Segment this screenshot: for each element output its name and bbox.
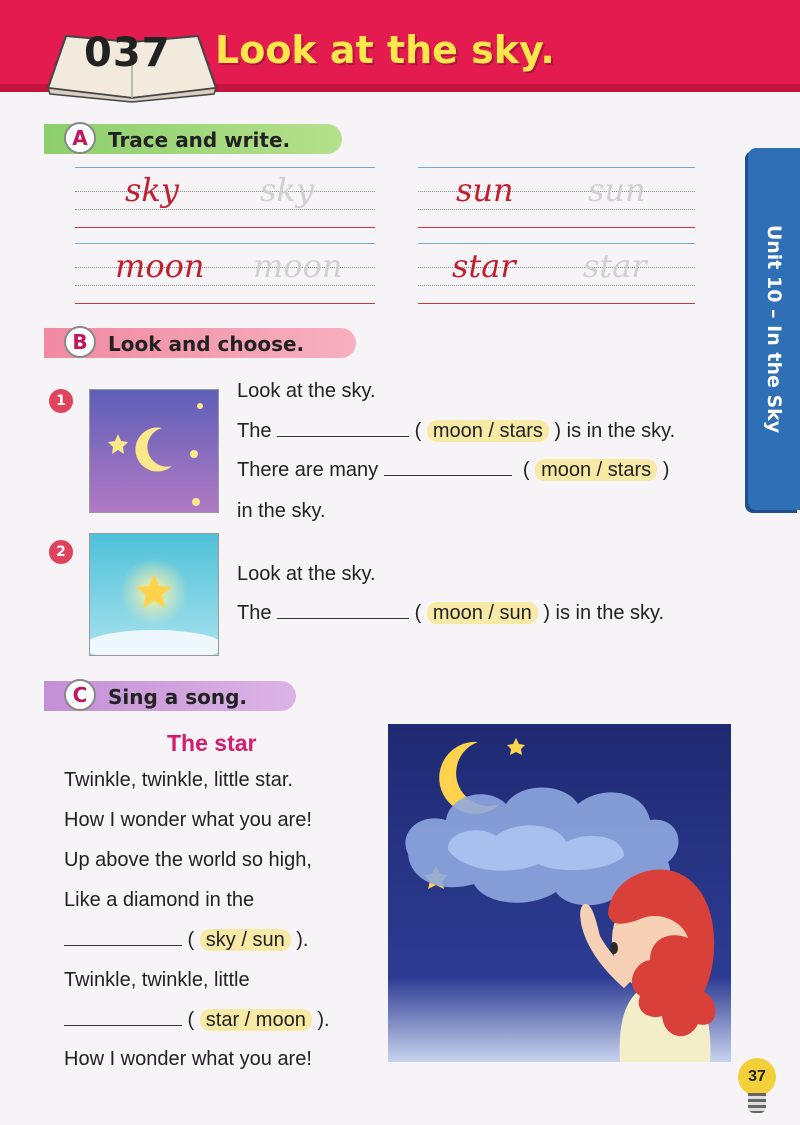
lesson-number: 037 [84, 30, 171, 76]
girl-pointing-at-sky-picture [388, 724, 731, 1062]
q1-line-3-pre: There are many [237, 459, 379, 481]
night-sky-picture [89, 389, 219, 513]
song-line-4: Like a diamond in the [64, 889, 255, 911]
day-sky-picture [89, 533, 219, 656]
song-line-1: Twinkle, twinkle, little star. [64, 769, 293, 791]
q1-line-4: in the sky. [237, 500, 326, 522]
song-line-7: ( star / moon ). [64, 1009, 330, 1032]
song-blank-1[interactable] [64, 929, 182, 946]
trace-moon: moon [253, 247, 343, 285]
unit-tab-label: Unit 10 – In the Sky [763, 224, 785, 434]
q1-line-2-pre: The [237, 420, 272, 442]
write-line-sun[interactable] [418, 167, 695, 229]
word-moon: moon [115, 247, 205, 285]
section-c-header [44, 681, 296, 711]
word-sun: sun [456, 171, 514, 209]
word-star: star [452, 247, 516, 285]
section-a-title: Trace and write. [108, 128, 291, 152]
section-b-header [44, 328, 356, 358]
section-c-title: Sing a song. [108, 685, 248, 709]
q2-line-2: The ( moon / sun ) is in the sky. [237, 602, 665, 624]
q2-blank-1[interactable] [277, 602, 409, 619]
word-sky: sky [125, 171, 179, 209]
trace-star: star [583, 247, 647, 285]
q1-line-3: There are many ( moon / stars ) [237, 459, 670, 481]
song-choice-1-post: ). [296, 929, 309, 951]
section-b-letter: B [64, 326, 96, 358]
write-line-sky[interactable] [75, 167, 375, 229]
lightbulb-icon [748, 1093, 766, 1113]
q1-line-1: Look at the sky. [237, 380, 376, 402]
q1-line-2: The ( moon / stars ) is in the sky. [237, 420, 676, 442]
section-a-header [44, 124, 342, 154]
song-line-5: ( sky / sun ). [64, 929, 308, 952]
song-line-6: Twinkle, twinkle, little [64, 969, 250, 991]
trace-sun: sun [588, 171, 646, 209]
q2-choice-1: moon / sun [427, 602, 538, 624]
q2-line-1: Look at the sky. [237, 563, 376, 585]
q1-blank-2[interactable] [384, 459, 512, 476]
song-line-2: How I wonder what you are! [64, 809, 312, 831]
song-choice-2-post: ). [317, 1009, 330, 1031]
q1-blank-1[interactable] [277, 420, 409, 437]
song-title: The star [167, 730, 257, 756]
q1-choice-2: moon / stars [535, 459, 657, 481]
write-line-star[interactable] [418, 243, 695, 305]
q1-line-2-post: ) is in the sky. [554, 420, 676, 442]
page-title: Look at the sky. [215, 28, 555, 72]
song-blank-2[interactable] [64, 1009, 182, 1026]
write-line-moon[interactable] [75, 243, 375, 305]
song-choice-2: star / moon [200, 1009, 312, 1031]
q2-line-2-post: ) is in the sky. [543, 602, 665, 624]
section-b-title: Look and choose. [108, 332, 305, 356]
song-line-8: How I wonder what you are! [64, 1048, 312, 1070]
section-a-letter: A [64, 122, 96, 154]
q1-line-3-post: ) [662, 459, 670, 481]
question-1-number: 1 [49, 389, 73, 413]
section-c-letter: C [64, 679, 96, 711]
unit-side-tab [748, 148, 800, 510]
page-number-badge: 37 [738, 1058, 776, 1096]
song-line-3: Up above the world so high, [64, 849, 312, 871]
song-choice-1: sky / sun [200, 929, 291, 951]
trace-sky: sky [260, 171, 314, 209]
question-2-number: 2 [49, 540, 73, 564]
q2-line-2-pre: The [237, 602, 272, 624]
q1-choice-1: moon / stars [427, 420, 549, 442]
